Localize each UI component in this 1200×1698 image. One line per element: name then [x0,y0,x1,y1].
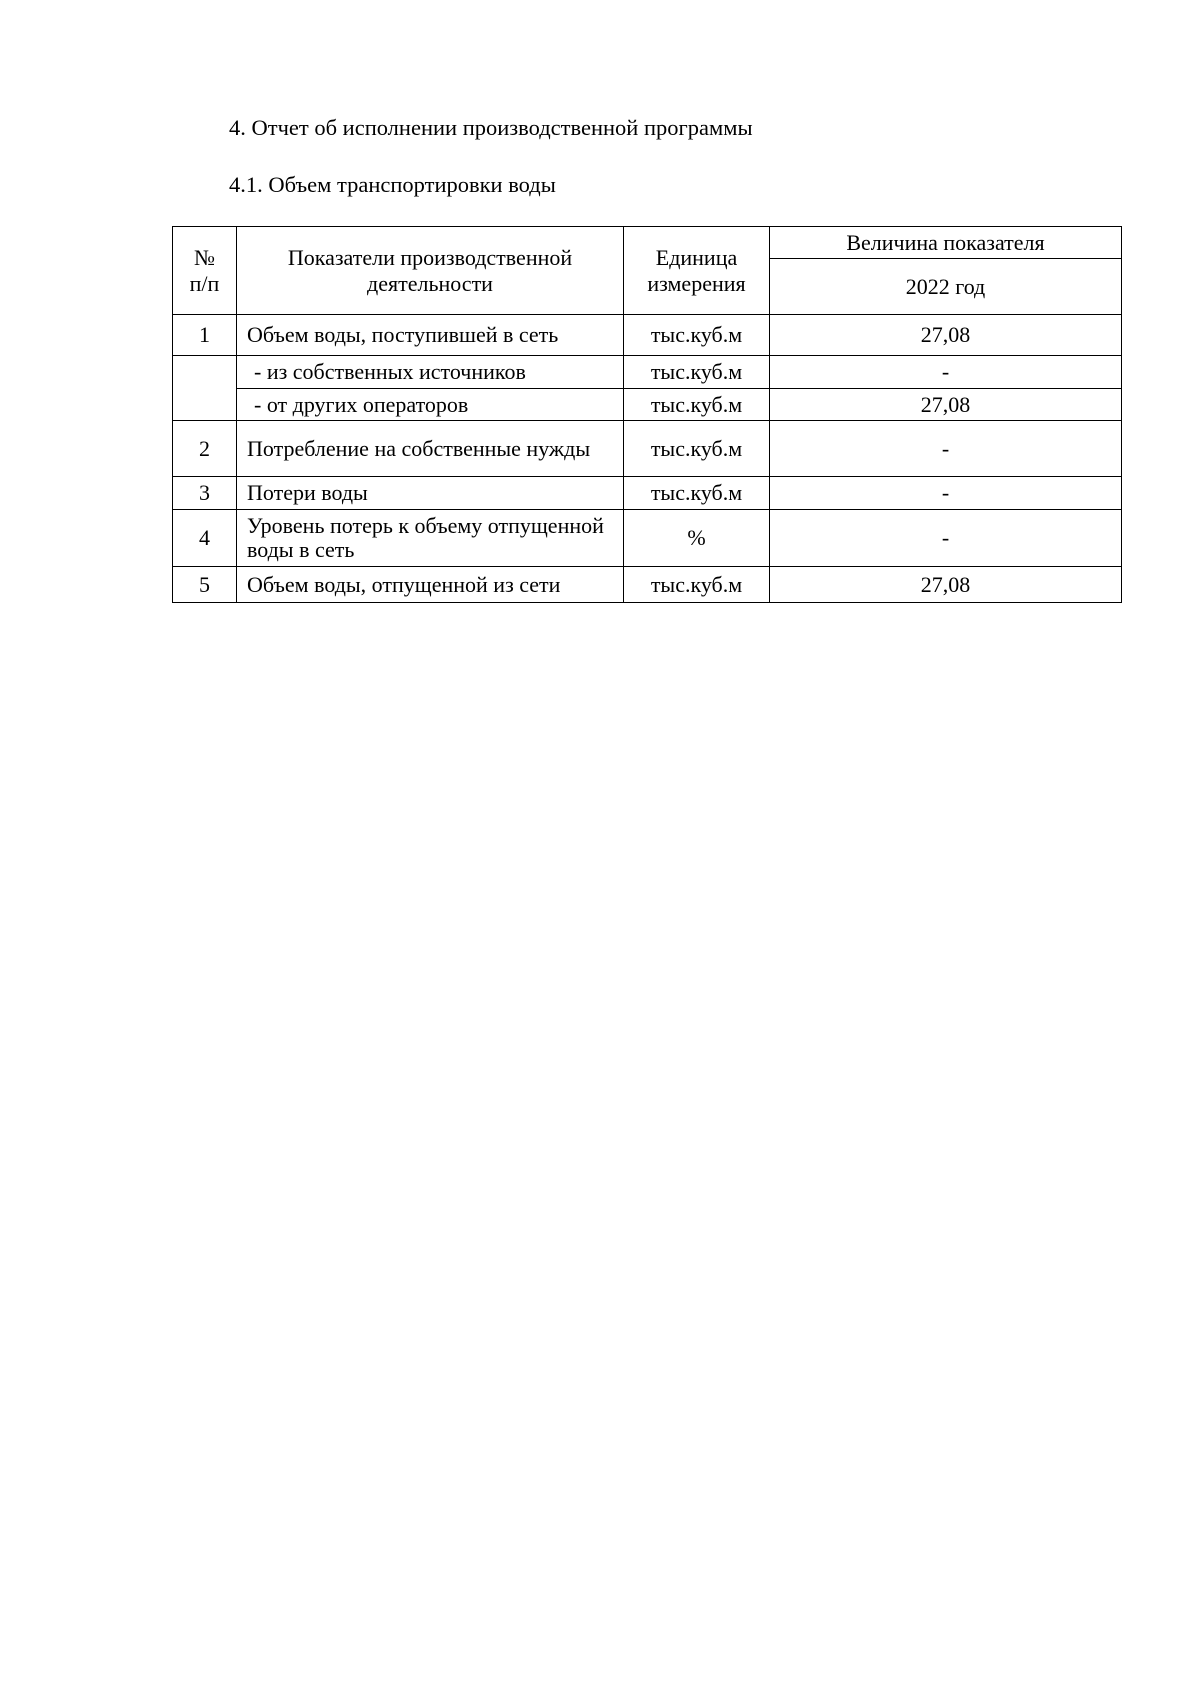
row-unit: тыс.куб.м [624,567,770,603]
row-num: 5 [173,567,237,603]
row-num: 3 [173,477,237,510]
header-value-group: Величина показателя [770,227,1122,259]
table-row [173,510,1122,567]
row-num [173,356,237,421]
row-value: - [770,356,1122,389]
row-value: 27,08 [770,315,1122,356]
row-num: 4 [173,510,237,567]
subsection-title: 4.1. Объем транспортировки воды [229,172,556,197]
row-unit: тыс.куб.м [624,356,770,389]
row-unit: тыс.куб.м [624,315,770,356]
table-header-row [173,227,1122,259]
header-indicator-line2: деятельности [367,270,493,296]
header-unit-line1: Единица [655,244,738,270]
header-unit-line2: измерения [647,270,746,296]
row-indicator: Объем воды, отпущенной из сети [237,567,624,603]
table-row [173,315,1122,356]
row-num: 1 [173,315,237,356]
row-unit: тыс.куб.м [624,421,770,477]
table-row [173,356,1122,389]
row-value: 27,08 [770,567,1122,603]
section-title: 4. Отчет об исполнении производственной программы [229,115,753,140]
row-indicator: Потери воды [237,477,624,510]
row-unit: тыс.куб.м [624,389,770,421]
row-value: - [770,510,1122,567]
table-row [173,477,1122,510]
row-indicator: Потребление на собственные нужды [237,421,624,477]
row-num: 2 [173,421,237,477]
row-indicator: - из собственных источников [237,356,624,389]
row-unit: % [624,510,770,567]
row-indicator: - от других операторов [237,389,624,421]
water-transport-table [172,226,1122,603]
row-value: - [770,421,1122,477]
header-year: 2022 год [770,259,1122,315]
header-num-line2: п/п [189,270,220,296]
header-num-line1: № [194,244,215,270]
row-indicator: Уровень потерь к объему отпущенной воды в сеть [237,510,624,567]
header-unit-cell [624,227,770,315]
header-num-cell [173,227,237,315]
header-indicator-line1: Показатели производственной [287,244,573,270]
header-indicator-cell [237,227,624,315]
table-row [173,389,1122,421]
table-row [173,567,1122,603]
table-row [173,421,1122,477]
row-indicator: Объем воды, поступившей в сеть [237,315,624,356]
row-unit: тыс.куб.м [624,477,770,510]
row-value: 27,08 [770,389,1122,421]
row-value: - [770,477,1122,510]
